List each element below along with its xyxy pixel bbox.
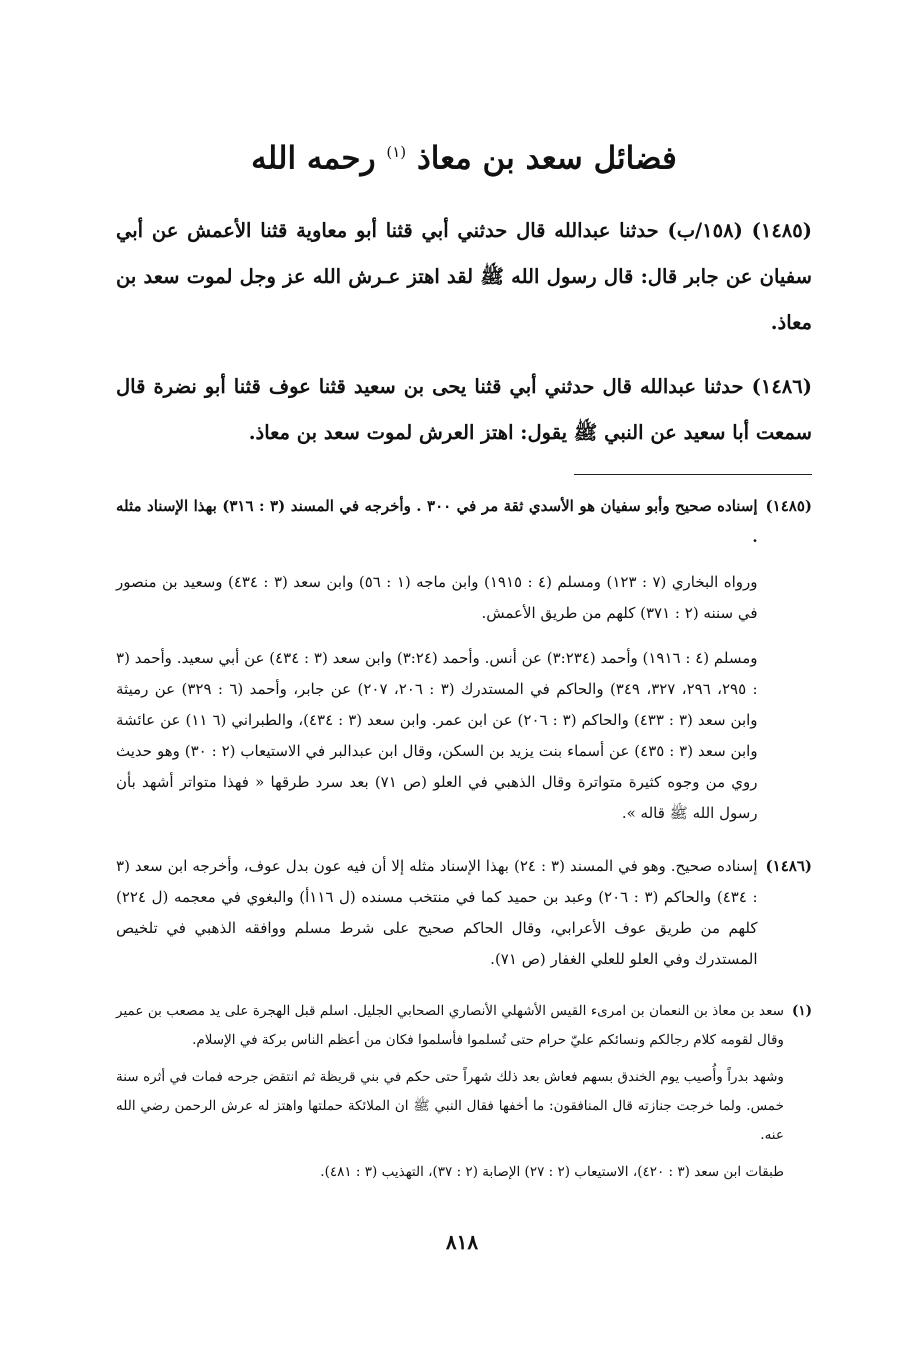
hadith-1486: (١٤٨٦) حدثنا عبدالله قال حدثني أبي قثنا يحى بن سعيد قثنا عوف قثنا أبو نضرة قال سمعت أبا سعيد عن النبي ﷺ يقول: اهتز العرش لموت سعد بن معاذ.	[116, 375, 812, 445]
footnote-1	[116, 997, 812, 1195]
page-title	[116, 128, 812, 182]
note-1486	[116, 851, 812, 989]
note-paragraph: ومسلم (٤ : ١٩١٦) وأحمد (٣:٢٣٤) عن أنس. وأحمد (٣:٢٤) وابن سعد (٣ : ٤٣٤) عن أبي سعيد. وأحمد (٣ : ٢٩٥، ٢٩٦، ٣٢٧، ٣٤٩) والحاكم في المستدرك (٣ : ٢٠٦، ٢٠٧) عن جابر، وأحمد (٦ : ٣٢٩) عن رميثة وابن سعد (٣ : ٤٣٣) والحاكم (٣ : ٢٠٦) عن ابن عمر. وابن سعد (٣ : ٤٣٤)، والطبراني (٦ ١١) عن عائشة وابن سعد (٣ : ٤٣٥) عن أسماء بنت يزيد بن السكن، وقال ابن عبدالبر في الاستيعاب (٢ : ٣٠) وهو حديث روي من وجوه كثيرة متواترة وقال الذهبي في العلو (ص ٧١) بعد سرد طرقها « فهذا متواتر أشهد بأن رسول الله ﷺ قاله ».	[116, 649, 758, 823]
footnote-body	[116, 997, 784, 1195]
footnote-paragraph: طبقات ابن سعد (٣ : ٤٢٠)، الاستيعاب (٢ : ٢٧) الإصابة (٢ : ٣٧)، التهذيب (٣ : ٤٨١).	[320, 1164, 784, 1181]
note-1485	[116, 491, 812, 843]
note-body	[116, 491, 758, 843]
footnote-paragraph: وشهد بدراً وأُصيب يوم الخندق بسهم فعاش بعد ذلك شهراً حتى حكم في بني قريظة ثم انتقض جرحه فمات في أثره سنة خمس. ولما خرجت جنازته قال المنافقون: ما أخفها فقال النبي ﷺ ان الملائكة حملتها واهتز له عرش الرحمن رضي الله عنه.	[116, 1069, 784, 1144]
note-paragraph: إسناده صحيح. وهو في المسند (٣ : ٢٤) بهذا الإسناد مثله إلا أن فيه عون بدل عوف، وأخرجه ابن سعد (٣ : ٤٣٤) والحاكم (٣ : ٢٠٦) وعبد بن حميد كما في منتخب مسنده (ل ١١٦أ) والبغوي في معجمه (ل ٢٢٤) كلهم من طريق عوف الأعرابي، وقال الحاكم صحيح على شرط مسلم ووافقه الذهبي في تلخيص المستدرك وفي العلو للعلي الغفار (ص ٧١).	[116, 857, 758, 969]
note-paragraph: ورواه البخاري (٧ : ١٢٣) ومسلم (٤ : ١٩١٥) وابن ماجه (١ : ٥٦) وابن سعد (٣ : ٤٣٤) وسعيد بن منصور في سننه (٢ : ٣٧١) كلهم من طريق الأعمش.	[116, 573, 758, 623]
hadith-1485: (١٤٨٥) (١٥٨/ب) حدثنا عبدالله قال حدثني أبي قثنا أبو معاوية قثنا الأعمش عن أبي سفيان عن جابر قال: قال رسول الله ﷺ لقد اهتز عـرش الله عز وجل لموت سعد بن معاذ.	[116, 219, 812, 335]
note-body	[116, 851, 758, 989]
note-paragraph: إسناده صحيح وأبو سفيان هو الأسدي ثقة مر في ٣٠٠ . وأخرجه في المسند (٣ : ٣١٦) بهذا الإسناد مثله .	[116, 497, 758, 547]
notes-divider	[574, 474, 812, 475]
footnote-number: (١)	[791, 1003, 812, 1020]
page-number: ٨١٨	[445, 1230, 479, 1254]
footnote-paragraph: سعد بن معاذ بن النعمان بن امرىء القيس الأشهلي الأنصاري الصحابي الجليل. اسلم قبل الهجرة على يد مصعب بن عمير وقال لقومه كلام رجالكم ونسائكم عليّ حرام حتى تُسلموا فأسلموا فكان من أعظم الناس بركة في الإسلام.	[116, 1003, 784, 1049]
title-text: فضائل سعد بن معاذ	[416, 140, 677, 177]
note-number: (١٤٨٥)	[765, 497, 812, 516]
title-footnote-mark: (١)	[386, 143, 407, 161]
title-suffix: رحمه الله	[251, 140, 376, 177]
note-number: (١٤٨٦)	[765, 857, 812, 876]
main-text	[116, 208, 812, 456]
